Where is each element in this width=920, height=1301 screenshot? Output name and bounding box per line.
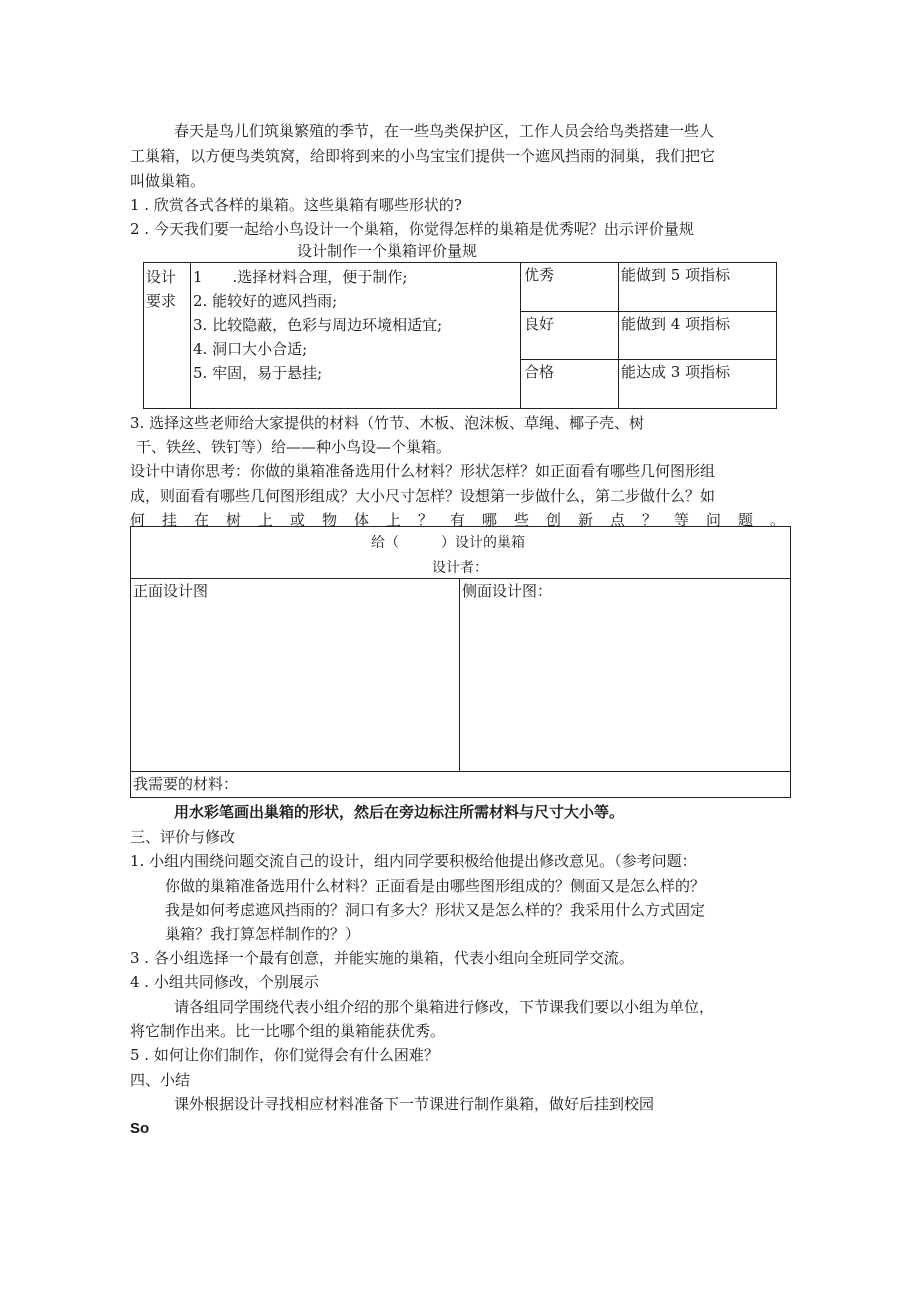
step-3-line-1: 3. 选择这些老师给大家提供的材料（竹节、木板、泡沫板、草绳、椰子壳、树 [130,414,645,432]
evaluation-rubric-table [143,262,777,409]
rubric-header-line-2: 要求 [146,292,177,310]
sheet-column-divider [459,578,460,771]
think-line-3: 何挂在树上或物体上？有哪些创新点？等问题。 [130,511,785,529]
section-4-tail: So [130,1120,150,1137]
section-3-question: 你做的巢箱准备选用什么材料？正面看是由哪些图形组成的？侧面又是怎么样的？ [165,877,706,895]
materials-label: 我需要的材料： [133,775,239,793]
rubric-criteria: 能做到 5 项指标 [621,266,731,284]
intro-line-1: 春天是鸟儿们筑巢繁殖的季节，在一些鸟类保护区，工作人员会给鸟类搭建一些人 [174,122,715,140]
section-3-item-4: 4 . 小组共同修改，个别展示 [130,973,319,991]
section-3-item-3: 3 . 各小组选择一个最有创意，并能实施的巢箱，代表小组向全班同学交流。 [130,949,634,967]
section-4-title: 四、小结 [130,1071,191,1089]
think-line-2: 成，则面看有哪些几何图形组成？大小尺寸怎样？设想第一步做什么，第二步做什么？如 [130,487,716,505]
sheet-divider [131,771,790,772]
rubric-grade: 优秀 [524,266,555,284]
design-sheet-title: 给（ ）设计的巢箱 [371,534,525,550]
rubric-title: 设计制作一个巢箱评价量规 [297,242,478,260]
section-3-item-1: 1. 小组内围绕问题交流自己的设计，组内同学要积极给他提出修改意见。（参考问题： [130,852,697,870]
rubric-header-cell [144,263,191,408]
section-3-item-4-text: 请各组同学围绕代表小组介绍的那个巢箱进行修改，下节课我们要以小组为单位， [174,998,715,1016]
rubric-requirement: 5. 牢固，易于悬挂; [193,364,323,382]
rubric-header-line-1: 设计 [146,268,177,286]
section-3-title: 三、评价与修改 [130,828,236,846]
designer-label: 设计者： [432,559,488,575]
rubric-requirement: 3. 比较隐蔽，色彩与周边环境相适宜; [193,316,443,334]
rubric-requirement: 2. 能较好的遮风挡雨; [193,292,338,310]
rubric-requirement: 1 .选择材料合理，便于制作; [193,268,408,286]
rubric-grade: 合格 [524,363,555,381]
section-3-question: 我是如何考虑遮风挡雨的？洞口有多大？形状又是怎么样的？我采用什么方式固定 [165,901,706,919]
sheet-divider [131,578,790,579]
front-design-label: 正面设计图 [133,582,209,600]
rubric-criteria: 能做到 4 项指标 [621,315,731,333]
section-3-question: 巢箱？我打算怎样制作的？） [165,925,361,943]
rubric-requirements-cell [191,263,521,408]
side-design-label: 侧面设计图： [462,582,553,600]
rubric-requirement: 4. 洞口大小合适; [193,340,308,358]
step-2: 2 . 今天我们要一起给小鸟设计一个巢箱，你觉得怎样的巢箱是优秀呢？出示评价量规 [130,220,694,238]
rubric-grade: 良好 [524,315,555,333]
section-3-item-5: 5 . 如何让你们制作，你们觉得会有什么困难？ [130,1046,439,1064]
section-3-item-4-text: 将它制作出来。比一比哪个组的巢箱能获优秀。 [130,1022,446,1040]
think-line-1: 设计中请你思考：你做的巢箱准备选用什么材料？形状怎样？如正面看有哪些几何图形组 [130,462,716,480]
step-1: 1 . 欣赏各式各样的巢箱。这些巢箱有哪些形状的? [130,196,462,214]
rubric-criteria: 能达成 3 项指标 [621,363,731,381]
step-3-line-2: 干、铁丝、铁钉等）给——种小鸟设—个巢箱。 [136,438,452,456]
design-sheet-table [130,526,791,798]
drawing-instruction: 用水彩笔画出巢箱的形状，然后在旁边标注所需材料与尺寸大小等。 [174,803,625,821]
intro-line-3: 叫做巢箱。 [130,172,206,190]
intro-line-2: 工巢箱，以方便鸟类筑窝，给即将到来的小鸟宝宝们提供一个遮风挡雨的洞巢，我们把它 [130,147,716,165]
section-4-text: 课外根据设计寻找相应材料准备下一节课进行制作巢箱，做好后挂到校园 [174,1095,655,1113]
